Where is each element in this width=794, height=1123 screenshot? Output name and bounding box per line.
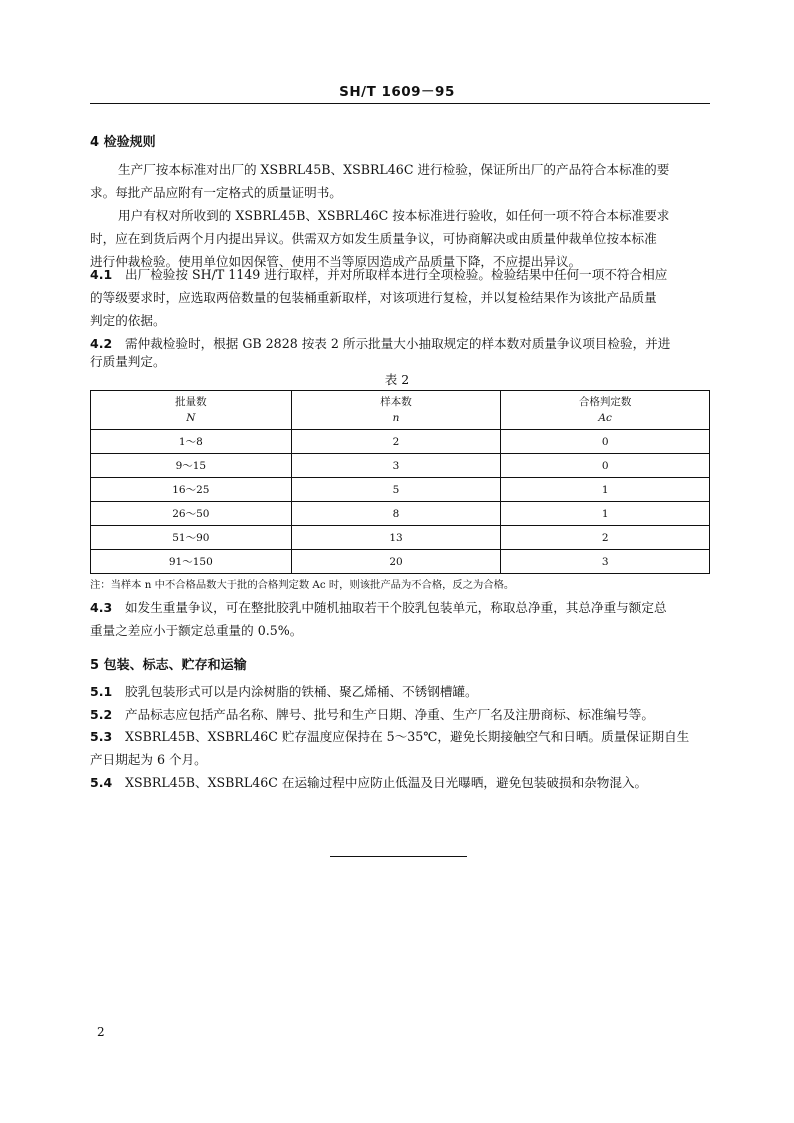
clause-5-2-number: 5.2 [90, 707, 113, 722]
header-sample-size [291, 391, 501, 430]
clause-5-1-number: 5.1 [90, 684, 113, 699]
table-row [91, 478, 710, 502]
end-of-text-rule [330, 856, 467, 857]
table-row [91, 550, 710, 574]
clause-4-3-line-2: 重量之差应小于额定总重量的 0.5%。 [90, 623, 303, 638]
cell-lot-size: 91～150 [91, 550, 292, 574]
clause-4-2-line-1: 需仲裁检验时，根据 GB 2828 按表 2 所示批量大小抽取规定的样本数对质量争议项目检验，并进 [125, 336, 671, 351]
clause-5-3-line-1: XSBRL45B、XSBRL46C 贮存温度应保持在 5～35℃，避免长期接触空气和日晒。质量保证期自生 [125, 729, 690, 744]
cell-sample-size: 13 [291, 526, 501, 550]
header-lot-size-symbol: N [186, 412, 196, 424]
cell-acceptance-number: 1 [501, 502, 710, 526]
clause-4-1-line-2: 的等级要求时，应选取两倍数量的包装桶重新取样，对该项进行复检，并以复检结果作为该批产品质量 [90, 290, 657, 305]
cell-lot-size: 26～50 [91, 502, 292, 526]
table-header-row [91, 391, 710, 430]
section-5-title: 5 包装、标志、贮存和运输 [90, 658, 247, 673]
header-sample-size-symbol: n [392, 412, 400, 424]
header-sample-size-label: 样本数 [380, 396, 412, 408]
header-rule [90, 103, 710, 104]
cell-lot-size: 51～90 [91, 526, 292, 550]
cell-acceptance-number: 1 [501, 478, 710, 502]
clause-5-3-number: 5.3 [90, 729, 113, 744]
cell-sample-size: 5 [291, 478, 501, 502]
table-row [91, 454, 710, 478]
clause-5-2-text: 产品标志应包括产品名称、牌号、批号和生产日期、净重、生产厂名及注册商标、标准编号等。 [125, 707, 654, 722]
section-4-title: 4 检验规则 [90, 135, 156, 150]
header-acceptance-number [501, 391, 710, 430]
cell-lot-size: 9～15 [91, 454, 292, 478]
para-4-2-line-1: 用户有权对所收到的 XSBRL45B、XSBRL46C 按本标准进行验收，如任何一项不符合本标准要求 [118, 208, 670, 223]
header-lot-size-label: 批量数 [175, 396, 207, 408]
cell-sample-size: 3 [291, 454, 501, 478]
cell-acceptance-number: 0 [501, 454, 710, 478]
document-code-header: SH/T 1609－95 [339, 84, 455, 100]
cell-sample-size: 2 [291, 430, 501, 454]
cell-acceptance-number: 0 [501, 430, 710, 454]
table-2 [90, 390, 710, 574]
clause-4-3-number: 4.3 [90, 600, 113, 615]
clause-4-2-number: 4.2 [90, 336, 113, 351]
para-4-1-line-2: 求。每批产品应附有一定格式的质量证明书。 [90, 185, 342, 200]
clause-5-1-text: 胶乳包装形式可以是内涂树脂的铁桶、聚乙烯桶、不锈钢槽罐。 [125, 684, 478, 699]
cell-sample-size: 8 [291, 502, 501, 526]
table-row [91, 526, 710, 550]
clause-5-4-text: XSBRL45B、XSBRL46C 在运输过程中应防止低温及日光曝晒，避免包装破损和杂物混入。 [125, 775, 648, 790]
table-row [91, 430, 710, 454]
clause-4-1-number: 4.1 [90, 267, 113, 282]
para-4-2-line-2: 时，应在到货后两个月内提出异议。供需双方如发生质量争议，可协商解决或由质量仲裁单位按本标准 [90, 231, 657, 246]
clause-4-1-line-3: 判定的依据。 [90, 313, 166, 328]
table-2-note: 注：当样本 n 中不合格品数大于批的合格判定数 Ac 时，则该批产品为不合格，反之为合格。 [90, 579, 515, 591]
clause-4-1-line-1: 出厂检验按 SH/T 1149 进行取样，并对所取样本进行全项检验。检验结果中任何一项不符合相应 [125, 267, 668, 282]
cell-acceptance-number: 2 [501, 526, 710, 550]
clause-5-3-line-2: 产日期起为 6 个月。 [90, 752, 207, 767]
para-4-2-line-3: 进行仲裁检验。使用单位如因保管、使用不当等原因造成产品质量下降，不应提出异议。 [90, 254, 582, 269]
page-number: 2 [97, 1025, 105, 1039]
cell-lot-size: 1～8 [91, 430, 292, 454]
clause-4-2-line-2: 行质量判定。 [90, 354, 166, 369]
header-acceptance-number-symbol: Ac [598, 412, 612, 424]
cell-sample-size: 20 [291, 550, 501, 574]
para-4-1-line-1: 生产厂按本标准对出厂的 XSBRL45B、XSBRL46C 进行检验，保证所出厂的产品符合本标准的要 [118, 162, 670, 177]
clause-5-4-number: 5.4 [90, 775, 113, 790]
header-acceptance-number-label: 合格判定数 [578, 396, 632, 408]
table-row [91, 502, 710, 526]
cell-lot-size: 16～25 [91, 478, 292, 502]
table-2-caption: 表 2 [384, 372, 410, 387]
header-lot-size [91, 391, 292, 430]
clause-4-3-line-1: 如发生重量争议，可在整批胶乳中随机抽取若干个胶乳包装单元，称取总净重，其总净重与额定总 [125, 600, 667, 615]
cell-acceptance-number: 3 [501, 550, 710, 574]
